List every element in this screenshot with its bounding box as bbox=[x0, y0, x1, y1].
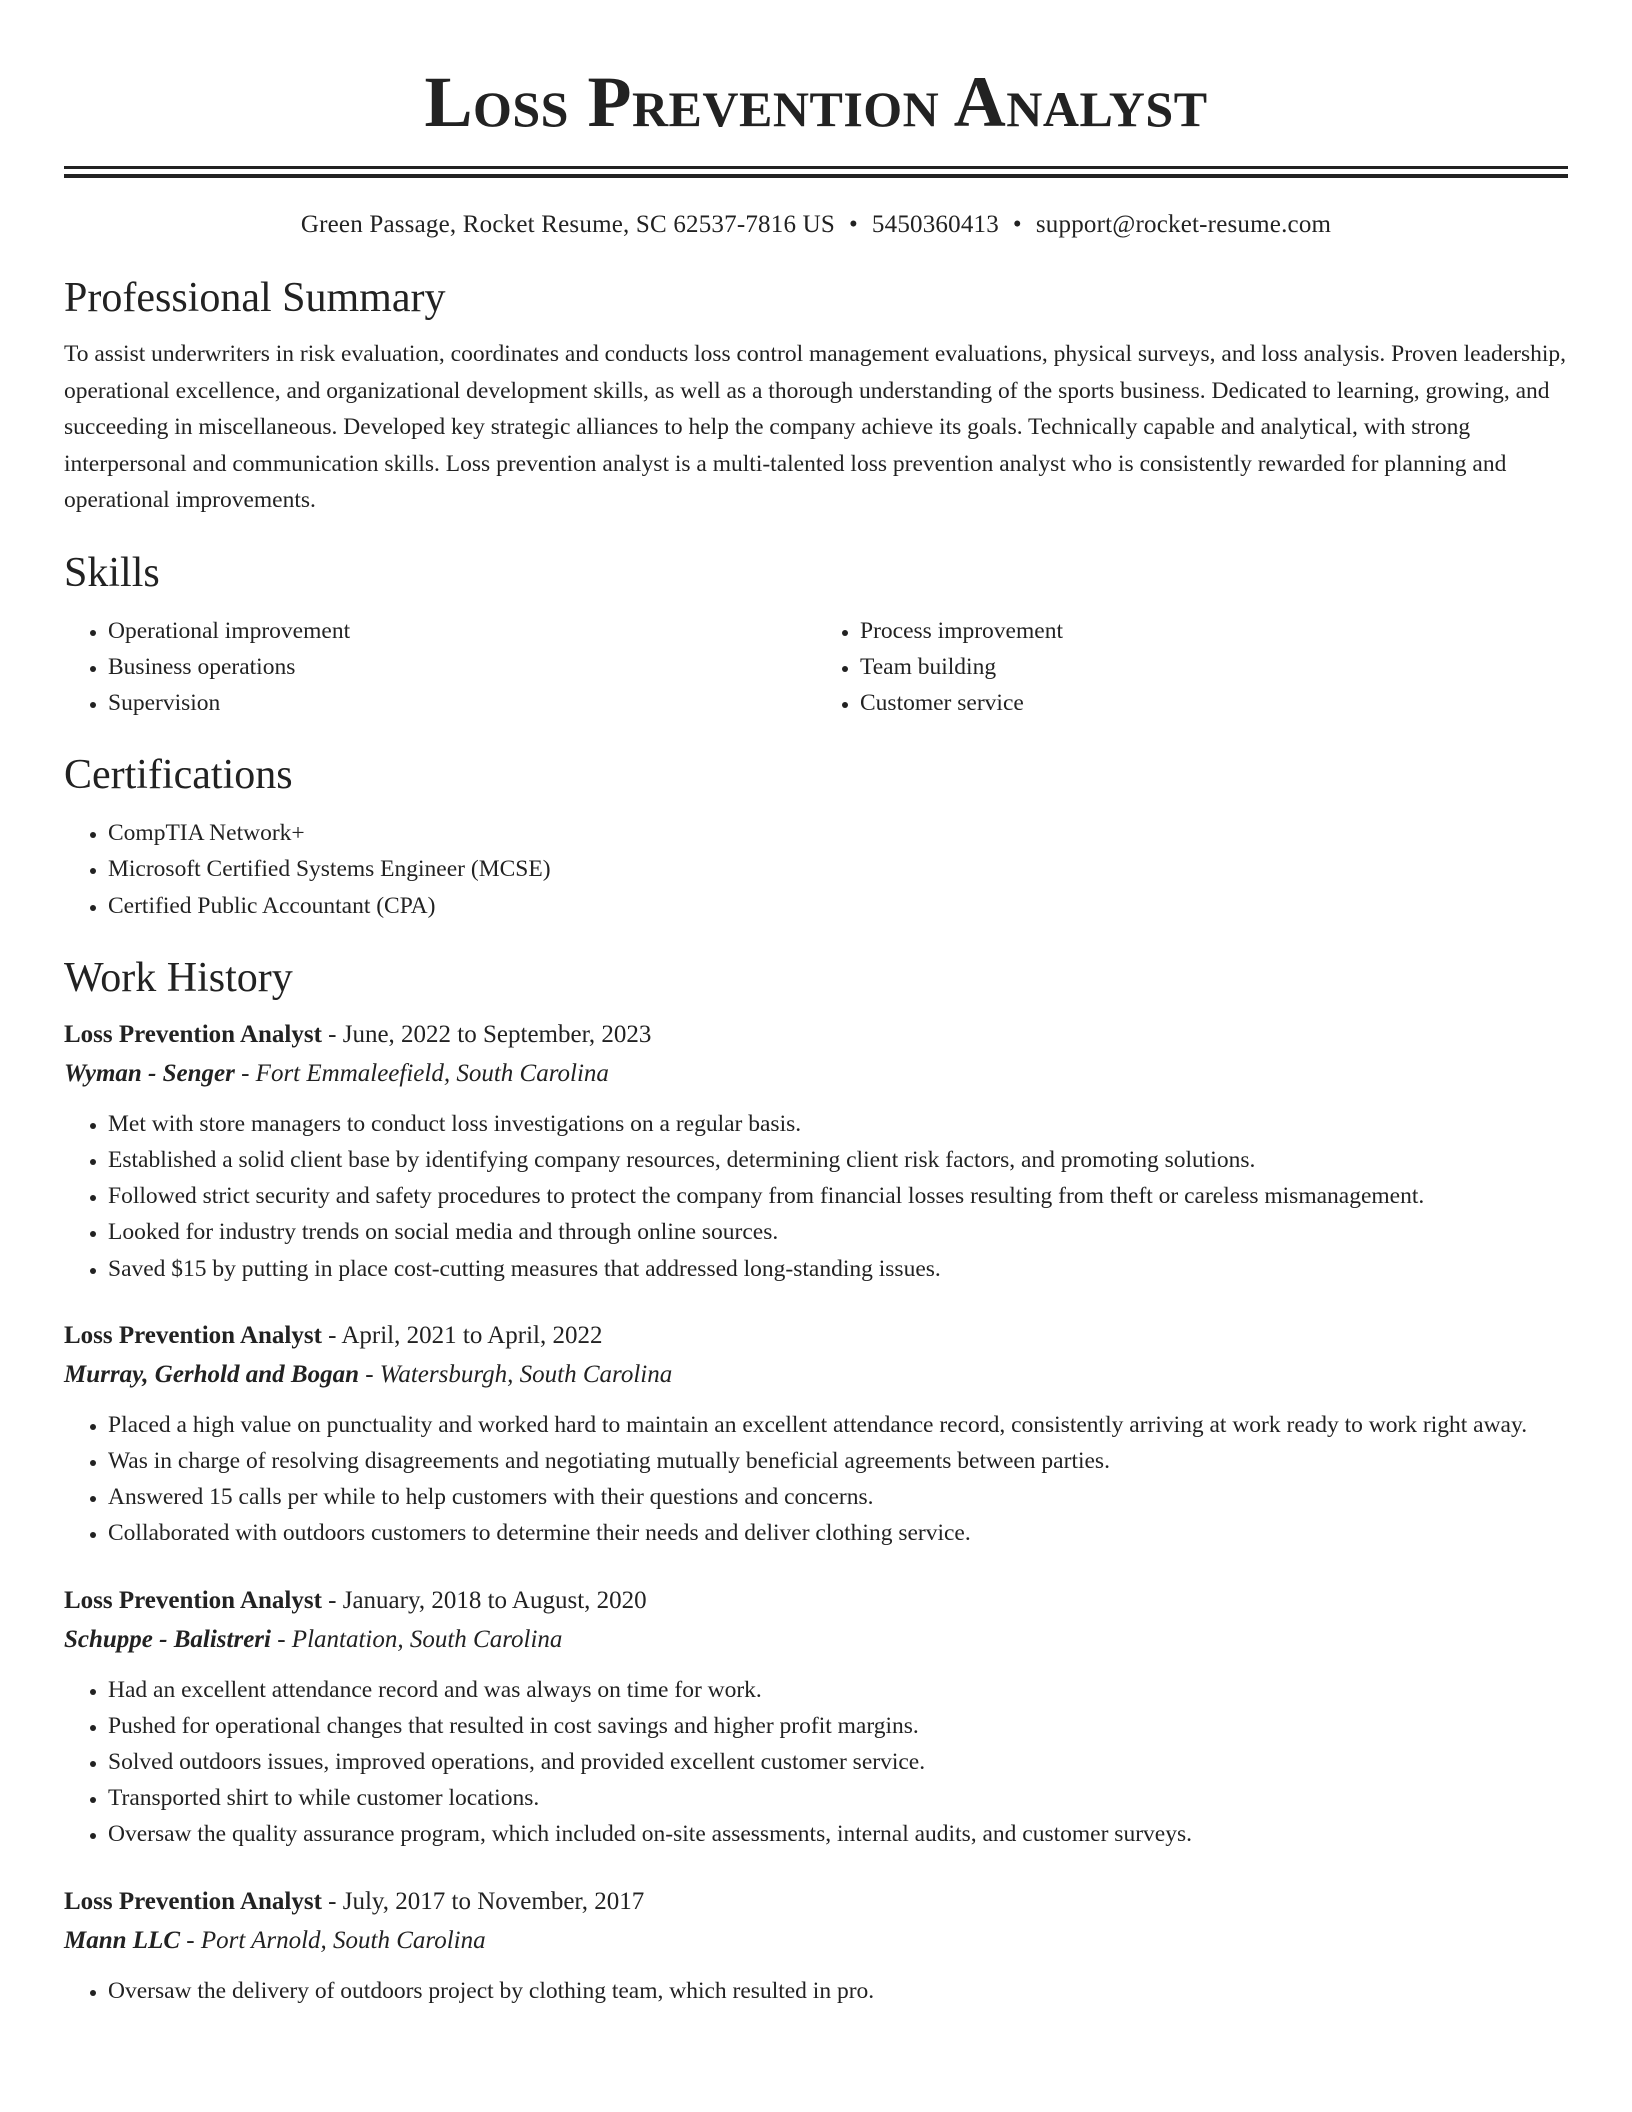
certification-item: • CompTIA Network+ bbox=[108, 815, 1568, 851]
job-header bbox=[64, 1582, 1568, 1620]
job-role: Loss Prevention Analyst bbox=[64, 1020, 322, 1048]
job-bullet: • Answered 15 calls per while to help customers with their questions and concerns. bbox=[108, 1479, 1568, 1515]
job-company-line bbox=[64, 1921, 1568, 1961]
contact-separator: • bbox=[1012, 211, 1022, 238]
certification-item: • Microsoft Certified Systems Engineer (MCSE) bbox=[108, 851, 1568, 887]
job-entry bbox=[64, 1016, 1568, 1287]
contact-phone: 5450360413 bbox=[871, 211, 999, 238]
job-bullets bbox=[64, 1106, 1568, 1287]
contact-line bbox=[64, 208, 1568, 242]
job-company: Schuppe - Balistreri bbox=[64, 1625, 271, 1653]
job-bullet: • Transported shirt to while customer locations. bbox=[108, 1780, 1568, 1816]
header-divider bbox=[64, 166, 1568, 178]
job-location: - Port Arnold, South Carolina bbox=[180, 1926, 486, 1954]
job-company-line bbox=[64, 1355, 1568, 1395]
job-bullet: • Oversaw the quality assurance program, which included on-site assessments, internal audits, and customer surveys. bbox=[108, 1816, 1568, 1852]
job-company-line bbox=[64, 1620, 1568, 1660]
job-location: - Plantation, South Carolina bbox=[270, 1625, 563, 1653]
job-bullet: • Placed a high value on punctuality and worked hard to maintain an excellent attendance record, consistently arriving at work ready to work right away. bbox=[108, 1407, 1568, 1443]
job-bullet: • Looked for industry trends on social media and through online sources. bbox=[108, 1214, 1568, 1250]
job-company: Wyman - Senger bbox=[64, 1059, 235, 1087]
skill-item: • Team building bbox=[860, 649, 1568, 685]
job-bullet: • Met with store managers to conduct loss investigations on a regular basis. bbox=[108, 1106, 1568, 1142]
job-role: Loss Prevention Analyst bbox=[64, 1321, 322, 1349]
summary-heading: Professional Summary bbox=[64, 275, 446, 321]
job-company: Murray, Gerhold and Bogan bbox=[64, 1360, 359, 1388]
job-role: Loss Prevention Analyst bbox=[64, 1586, 322, 1614]
skills-list-left bbox=[64, 613, 816, 722]
skills-heading: Skills bbox=[64, 549, 160, 596]
skill-item: • Customer service bbox=[860, 685, 1568, 721]
job-bullet: • Saved $15 by putting in place cost-cutting measures that addressed long-standing issues. bbox=[108, 1251, 1568, 1287]
job-dates: - July, 2017 to November, 2017 bbox=[321, 1887, 645, 1915]
job-bullets bbox=[64, 1973, 1568, 2009]
job-company: Mann LLC bbox=[64, 1926, 181, 1954]
job-bullets bbox=[64, 1672, 1568, 1853]
contact-email: support@rocket-resume.com bbox=[1035, 211, 1332, 238]
job-entry bbox=[64, 1582, 1568, 1853]
certifications-section bbox=[64, 749, 1568, 924]
job-company-line bbox=[64, 1054, 1568, 1094]
skill-item: • Business operations bbox=[108, 649, 816, 685]
job-bullet: • Established a solid client base by identifying company resources, determining client risk factors, and promoting solutions. bbox=[108, 1142, 1568, 1178]
job-entry bbox=[64, 1317, 1568, 1552]
job-bullet: • Oversaw the delivery of outdoors project by clothing team, which resulted in pro. bbox=[108, 1973, 1568, 2009]
job-bullet: • Pushed for operational changes that resulted in cost savings and higher profit margins. bbox=[108, 1708, 1568, 1744]
work-history-section bbox=[64, 952, 1568, 2009]
contact-separator: • bbox=[848, 211, 858, 238]
certification-item: • Certified Public Accountant (CPA) bbox=[108, 888, 1568, 924]
work-history-heading: Work History bbox=[64, 954, 293, 1001]
skill-item: • Supervision bbox=[108, 685, 816, 721]
candidate-name: Loss Prevention Analyst bbox=[424, 62, 1208, 142]
job-bullet: • Was in charge of resolving disagreements and negotiating mutually beneficial agreements between parties. bbox=[108, 1443, 1568, 1479]
skills-grid bbox=[64, 613, 1568, 722]
job-bullet: • Followed strict security and safety procedures to protect the company from financial losses resulting from theft or careless mismanagement. bbox=[108, 1178, 1568, 1214]
job-dates: - June, 2022 to September, 2023 bbox=[321, 1020, 652, 1048]
job-header bbox=[64, 1317, 1568, 1355]
certifications-list bbox=[64, 815, 1568, 924]
skills-section bbox=[64, 547, 1568, 722]
job-bullet: • Had an excellent attendance record and was always on time for work. bbox=[108, 1672, 1568, 1708]
job-bullet: • Collaborated with outdoors customers to determine their needs and deliver clothing service. bbox=[108, 1515, 1568, 1551]
job-bullet: • Solved outdoors issues, improved operations, and provided excellent customer service. bbox=[108, 1744, 1568, 1780]
job-bullets bbox=[64, 1407, 1568, 1552]
job-entry bbox=[64, 1883, 1568, 2009]
job-location: - Watersburgh, South Carolina bbox=[358, 1360, 673, 1388]
skill-item: • Operational improvement bbox=[108, 613, 816, 649]
skills-list-right bbox=[816, 613, 1568, 722]
job-header bbox=[64, 1883, 1568, 1921]
job-dates: - April, 2021 to April, 2022 bbox=[321, 1321, 603, 1349]
job-dates: - January, 2018 to August, 2020 bbox=[321, 1586, 647, 1614]
contact-address: Green Passage, Rocket Resume, SC 62537-7816 US bbox=[300, 211, 835, 238]
skill-item: • Process improvement bbox=[860, 613, 1568, 649]
summary-text: To assist underwriters in risk evaluation, coordinates and conducts loss control management evaluations, physical surveys, and loss analysis. Proven leadership, operational excellence, and organizational development skills, as well as a thorough understanding of the sports business. Dedicated to learning, growing, and succeeding in miscellaneous. Developed key strategic alliances to help the company achieve its goals. Technically capable and analytical, with strong interpersonal and communication skills. Loss prevention analyst is a multi-talented loss prevention analyst who is consistently rewarded for planning and operational improvements. bbox=[64, 341, 1567, 513]
job-location: - Fort Emmaleefield, South Carolina bbox=[234, 1059, 609, 1087]
certifications-heading: Certifications bbox=[64, 752, 293, 799]
summary-section bbox=[64, 272, 1568, 519]
job-header bbox=[64, 1016, 1568, 1054]
job-role: Loss Prevention Analyst bbox=[64, 1887, 322, 1915]
